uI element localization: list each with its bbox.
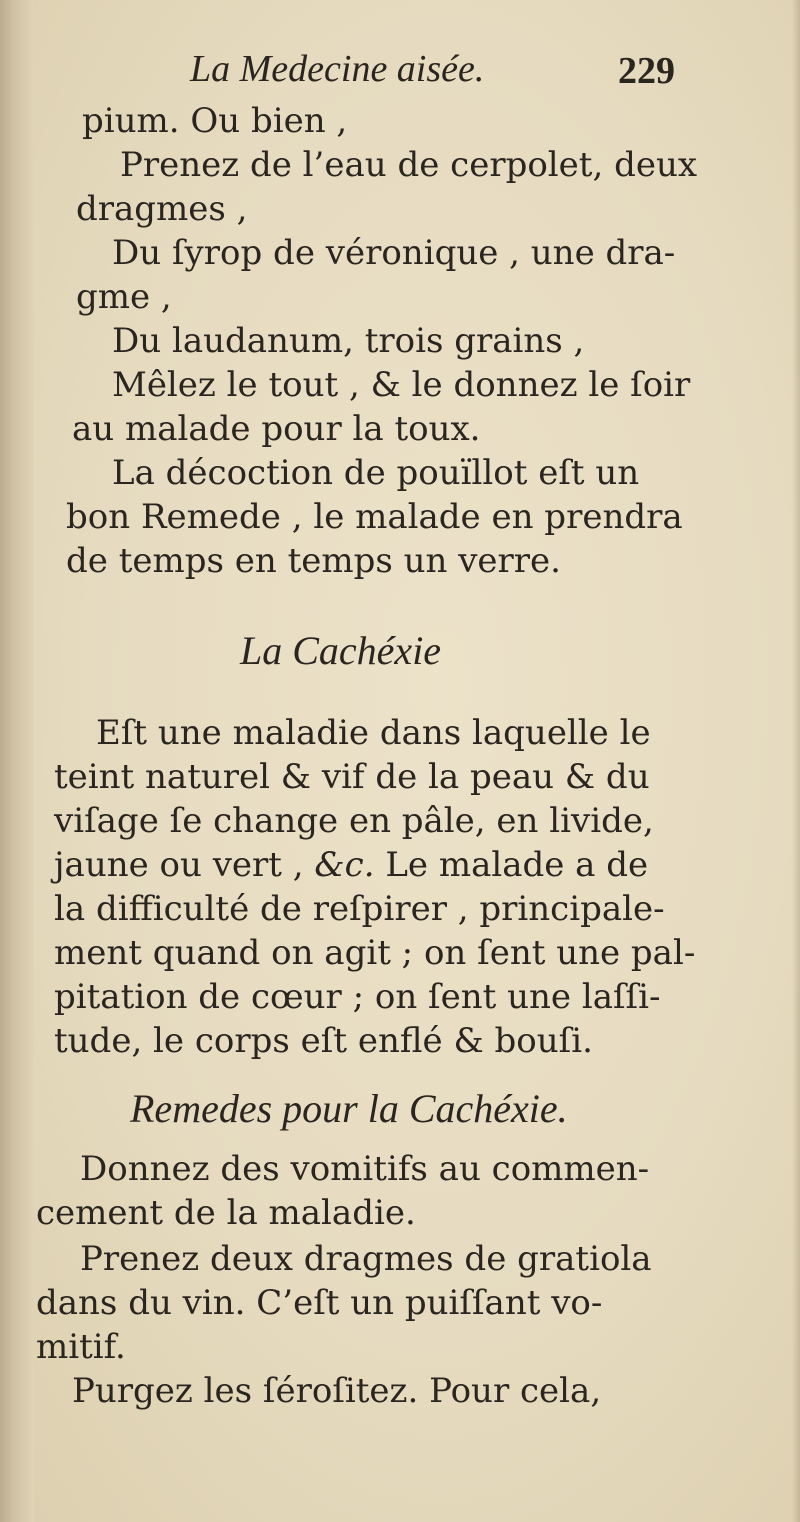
section-heading: La Cachéxie [240,628,442,673]
binding-gutter [0,0,34,1522]
text-line: La décoction de pouïllot eſt un [112,453,640,493]
text-line: cement de la maladie. [36,1193,416,1233]
text-line: bon Remede , le malade en prendra [66,497,683,537]
text-fragment: jaune ou vert , [54,845,315,885]
text-line: Eſt une maladie dans laquelle le [96,713,651,753]
page-edge-shadow [792,0,800,1522]
section-heading: Remedes pour la Cachéxie. [130,1086,568,1131]
text-line: Du laudanum, trois grains , [112,321,585,361]
text-line: Purgez les ſéroſitez. Pour cela, [72,1371,602,1411]
text-line [54,842,648,888]
running-title: La Medecine aisée. [190,48,485,90]
etc-abbreviation: &c. [314,845,375,885]
text-line: viſage ſe change en pâle, en livide, [54,801,654,841]
text-line: ment quand on agit ; on ſent une pal- [54,933,696,973]
text-fragment: Le malade a de [374,845,649,885]
text-line: Prenez de l’eau de cerpolet, deux [120,145,698,185]
text-line: pitation de cœur ; on ſent une laſſi- [54,977,661,1017]
text-line: pium. Ou bien , [82,101,348,141]
text-line: Donnez des vomitifs au commen- [80,1149,650,1189]
text-line: de temps en temps un verre. [66,541,561,581]
text-line: Du ſyrop de véronique , une dra- [112,233,676,273]
text-line: Mêlez le tout , & le donnez le ſoir [112,365,691,405]
text-line: au malade pour la toux. [72,409,481,449]
text-line: tude, le corps eſt enflé & bouſi. [54,1021,593,1061]
text-line: Prenez deux dragmes de gratiola [80,1239,652,1279]
text-line: la difficulté de reſpirer , principale- [54,889,665,929]
text-line: dans du vin. C’eſt un puiſſant vo- [36,1283,603,1323]
text-line: mitif. [36,1327,126,1367]
text-line: teint naturel & vif de la peau & du [54,757,650,797]
page-number: 229 [618,50,675,92]
text-line: gme , [76,277,172,317]
text-line: dragmes , [76,189,248,229]
